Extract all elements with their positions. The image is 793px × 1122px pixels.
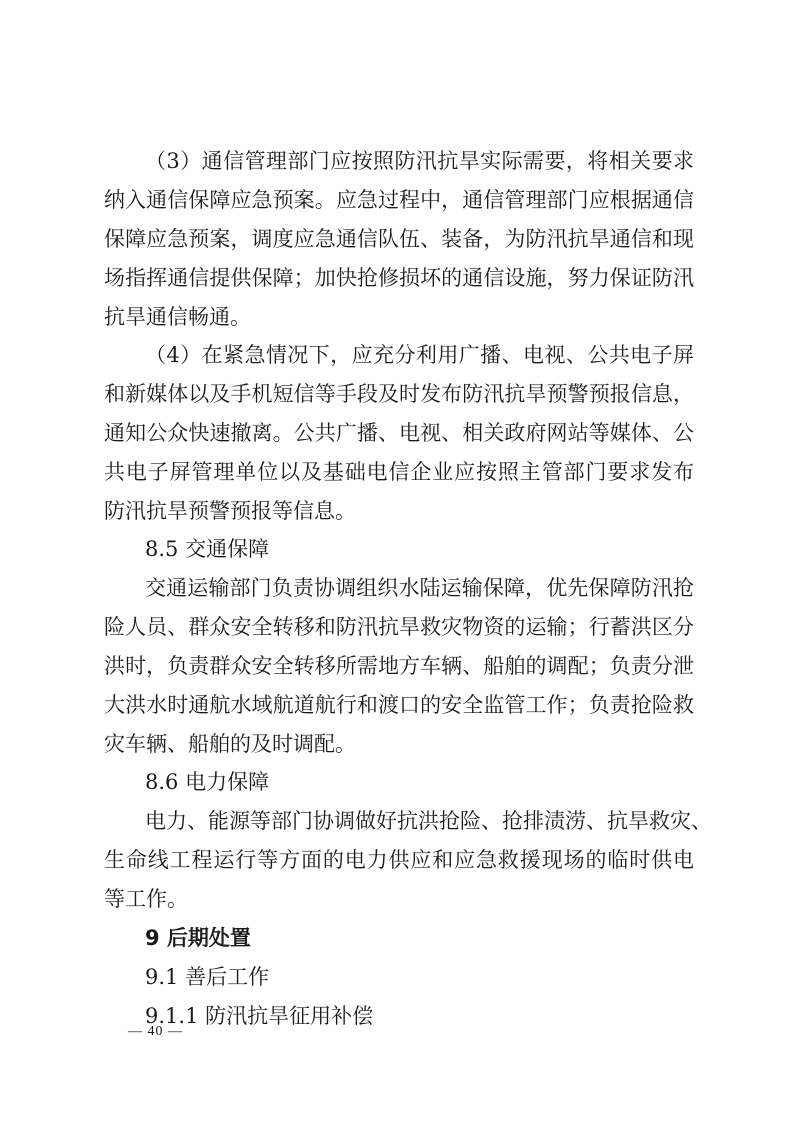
paragraph-line <box>0 843 793 877</box>
section-heading-text: 8.5 交通保障 <box>145 537 270 561</box>
paragraph-line <box>0 804 793 838</box>
item-3-line-1: （3）通信管理部门应按照防汛抗旱实际需要，将相关要求 <box>145 149 694 173</box>
item-4-line-3: 通知公众快速撤离。公共广播、电视、相关政府网站等媒体、公 <box>104 421 694 445</box>
power-line-2: 生命线工程运行等方面的电力供应和应急救援现场的临时供电 <box>104 848 694 872</box>
paragraph-line <box>0 571 793 605</box>
section-heading-text: 8.6 电力保障 <box>145 770 270 794</box>
item-4-line-5: 防汛抗旱预警预报等信息。 <box>104 499 356 523</box>
paragraph-line <box>0 727 793 761</box>
section-heading-9-1-1 <box>0 999 793 1033</box>
item-4-line-2: 和新媒体以及手机短信等手段及时发布防汛抗旱预警预报信息， <box>104 382 694 406</box>
paragraph-line <box>0 222 793 256</box>
paragraph-line <box>0 144 793 178</box>
power-line-1: 电力、能源等部门协调做好抗洪抢险、抢排渍涝、抗旱救灾、 <box>145 809 712 833</box>
section-heading-text: 9.1 善后工作 <box>145 965 270 989</box>
paragraph-line <box>0 688 793 722</box>
paragraph-line <box>0 649 793 683</box>
paragraph-line <box>0 610 793 644</box>
paragraph-line <box>0 183 793 217</box>
paragraph-line <box>0 300 793 334</box>
paragraph-line <box>0 416 793 450</box>
power-line-3: 等工作。 <box>104 887 188 911</box>
paragraph-line <box>0 455 793 489</box>
paragraph-line <box>0 338 793 372</box>
paragraph-line <box>0 882 793 916</box>
traffic-line-5: 灾车辆、船舶的及时调配。 <box>104 732 356 756</box>
page-number: — 40 — <box>128 1024 183 1039</box>
paragraph-line <box>0 261 793 295</box>
section-heading-8-6 <box>0 765 793 799</box>
paragraph-line <box>0 377 793 411</box>
item-3-line-4: 场指挥通信提供保障；加快抢修损坏的通信设施，努力保证防汛 <box>104 266 694 290</box>
item-3-line-3: 保障应急预案，调度应急通信队伍、装备，为防汛抗旱通信和现 <box>104 227 694 251</box>
section-heading-9-1 <box>0 960 793 994</box>
traffic-line-1: 交通运输部门负责协调组织水陆运输保障，优先保障防汛抢 <box>145 576 694 600</box>
paragraph-line <box>0 494 793 528</box>
traffic-line-4: 大洪水时通航水域航道航行和渡口的安全监管工作；负责抢险救 <box>104 693 694 717</box>
section-heading-9 <box>0 921 793 955</box>
item-3-line-2: 纳入通信保障应急预案。应急过程中，通信管理部门应根据通信 <box>104 188 694 212</box>
traffic-line-2: 险人员、群众安全转移和防汛抗旱救灾物资的运输；行蓄洪区分 <box>104 615 694 639</box>
section-heading-text: 9 后期处置 <box>145 926 251 950</box>
item-4-line-4: 共电子屏管理单位以及基础电信企业应按照主管部门要求发布 <box>104 460 694 484</box>
traffic-line-3: 洪时，负责群众安全转移所需地方车辆、船舶的调配；负责分泄 <box>104 654 694 678</box>
item-4-line-1: （4）在紧急情况下，应充分利用广播、电视、公共电子屏 <box>145 343 694 367</box>
section-heading-8-5 <box>0 532 793 566</box>
section-heading-text: 9.1.1 防汛抗旱征用补偿 <box>145 1004 374 1028</box>
item-3-line-5: 抗旱通信畅通。 <box>104 305 251 329</box>
